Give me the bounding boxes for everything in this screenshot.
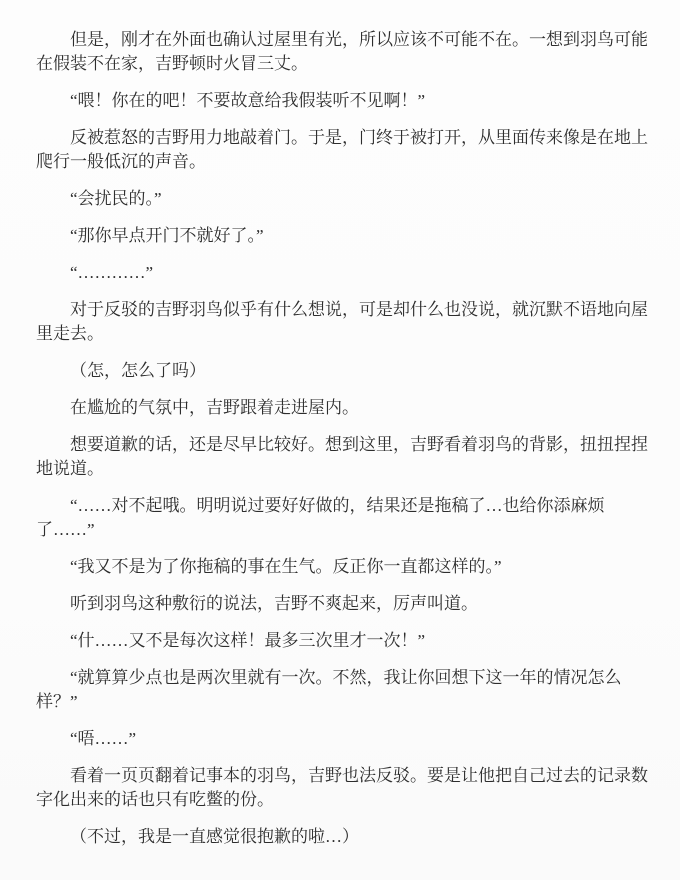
paragraph-narration: 在尴尬的气氛中，吉野跟着走进屋内。 xyxy=(70,398,359,417)
paragraph-narration: 反被惹怒的吉野用力地敲着门。于是，门终于被打开，从里面传来像是在地上爬行一般低沉的声音。 xyxy=(36,128,648,171)
paragraph-inner-thought: （不过，我是一直感觉很抱歉的啦…） xyxy=(70,827,359,846)
paragraph-dialogue: “喂！你在的吧！不要故意给我假装听不见啊！” xyxy=(70,91,426,110)
paragraph-narration: 但是，刚才在外面也确认过屋里有光，所以应该不可能不在。一想到羽鸟可能在假装不在家，吉野顿时火冒三丈。 xyxy=(36,30,648,73)
paragraph-dialogue: “就算算少点也是两次里就有一次。不然，我让你回想下这一年的情况怎么样？” xyxy=(36,668,622,711)
paragraph-narration: 看着一页页翻着记事本的羽鸟，吉野也法反驳。要是让他把自己过去的记录数字化出来的话也只有吃鳖的份。 xyxy=(36,766,648,809)
paragraph-narration: 对于反驳的吉野羽鸟似乎有什么想说，可是却什么也没说，就沉默不语地向屋里走去。 xyxy=(36,300,648,343)
text-column xyxy=(36,28,650,849)
paragraph-dialogue: “会扰民的。” xyxy=(70,189,162,208)
paragraph-narration: 想要道歉的话，还是尽早比较好。想到这里，吉野看着羽鸟的背影，扭扭捏捏地说道。 xyxy=(36,435,648,478)
paragraph-dialogue: “什……又不是每次这样！最多三次里才一次！” xyxy=(70,631,426,650)
paragraph-dialogue: “那你早点开门不就好了。” xyxy=(70,226,264,245)
paragraph-dialogue-silence: “…………” xyxy=(70,263,154,282)
paragraph-dialogue: “唔……” xyxy=(70,729,137,748)
paragraph-dialogue: “……对不起哦。明明说过要好好做的，结果还是拖稿了…也给你添麻烦了……” xyxy=(36,496,605,539)
paragraph-dialogue: “我又不是为了你拖稿的事在生气。反正你一直都这样的。” xyxy=(70,557,502,576)
paragraph-inner-thought: （怎，怎么了吗） xyxy=(70,361,206,380)
paragraph-narration: 听到羽鸟这种敷衍的说法，吉野不爽起来，厉声叫道。 xyxy=(70,594,478,613)
